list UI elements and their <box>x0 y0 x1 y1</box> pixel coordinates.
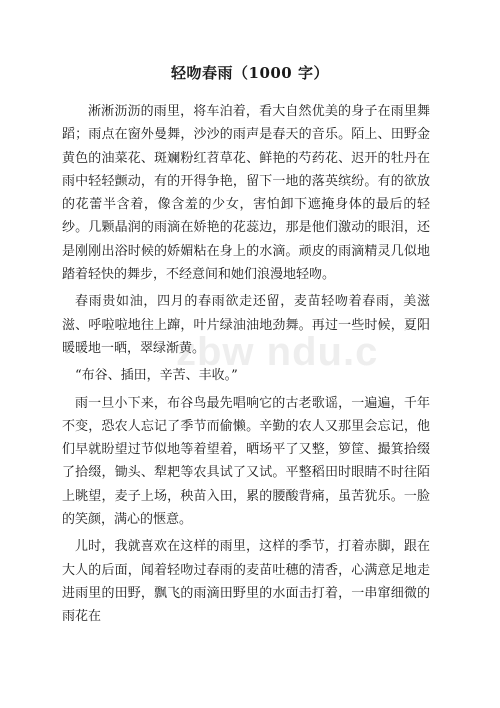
paragraph-3: “布谷、插田，辛苦、丰收。” <box>75 368 238 384</box>
paragraph-5: 儿时，我就喜欢在这样的雨里，这样的季节，打着赤脚，跟在大人的后面，闻着轻吻过春雨的麦苗吐穗的清香，心满意足地走进雨里的田野，飘飞的雨滴田野里的水面击打着，一串窜细微的雨花在 <box>62 539 430 625</box>
paragraph-4: 雨一旦小下来，布谷鸟最先唱响它的古老歌谣，一遍遍，千年不变，恐农人忘记了季节而偷懒。辛勤的农人又那里会忘记，他们早就盼望过节似地等着望着，晒场平了又整，箩筐、撮箕拾缀了拾缀，锄头、犁耙等农具试了又试。平整稻田时眼睛不时往陌上眺望，麦子上场，秧苗入田，累的腰酸背痛，虽苦犹乐。一脸的笑颜，满心的惬意。 <box>62 395 430 528</box>
paragraph-2: 春雨贵如油，四月的春雨欲走还留，麦苗轻吻着春雨，美滋滋、呼啦啦地往上蹿，叶片绿油油地劲舞。再过一些时候，夏阳暖暖地一晒，翠绿渐黄。 <box>62 294 430 356</box>
paragraph-1: 淅淅沥沥的雨里，将车泊着，看大自然优美的身子在雨里舞蹈；雨点在窗外曼舞，沙沙的雨声是春天的音乐。陌上、田野金黄色的油菜花、斑斓粉红苕草花、鲜艳的芍药花、迟开的牡丹在雨中轻轻颤动，有的开得争艳，留下一地的落英缤纷。有的欲放的花蕾半含着，像含羞的少女，害怕卸下遮掩身体的最后的轻纱。几颗晶润的雨滴在娇艳的花蕊边，那是他们激动的眼泪，还是刚刚出浴时候的娇媚粘在身上的水滴。顽皮的雨滴精灵几似地踏着轻快的舞步，不经意间和她们浪漫地轻吻。 <box>62 104 430 283</box>
site-watermark: zbw ndu.c <box>176 330 379 374</box>
document-body <box>62 100 430 629</box>
document-title: 轻吻春雨（1000 字） <box>171 64 329 82</box>
